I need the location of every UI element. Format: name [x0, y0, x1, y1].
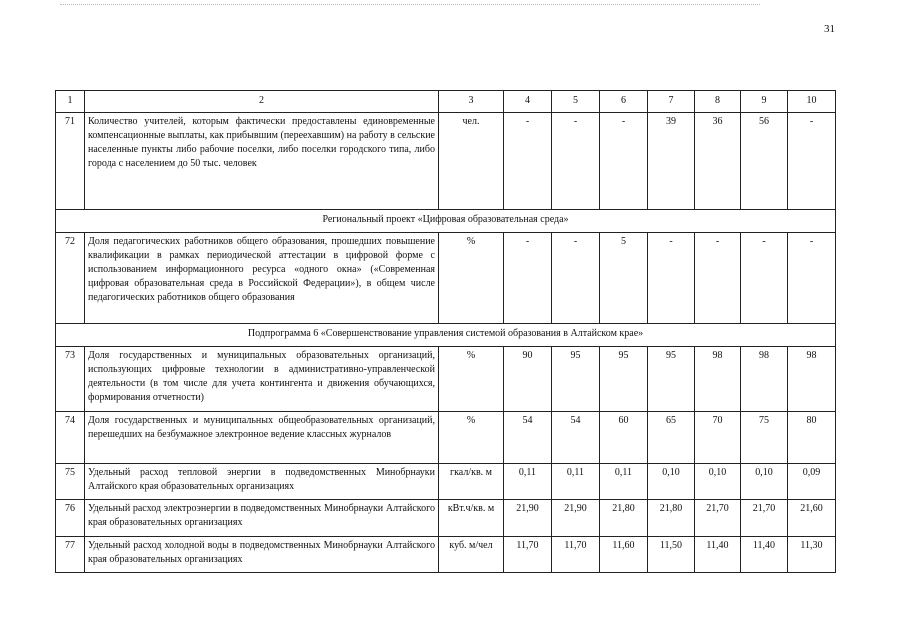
value-cell: -	[600, 113, 648, 210]
value-cell: 5	[600, 233, 648, 324]
value-cell: 56	[741, 113, 788, 210]
section-row	[56, 210, 836, 233]
value-cell: 75	[741, 412, 788, 464]
value-cell: 0,11	[504, 464, 552, 500]
table-row	[56, 233, 836, 324]
value-cell: -	[648, 233, 695, 324]
value-cell: 21,80	[600, 500, 648, 537]
value-cell: 0,11	[600, 464, 648, 500]
value-cell: 21,90	[552, 500, 600, 537]
section-title: Региональный проект «Цифровая образовательная среда»	[56, 210, 836, 233]
value-cell: 98	[788, 347, 836, 412]
value-cell: 11,40	[695, 537, 741, 573]
table-row	[56, 113, 836, 210]
indicator-name: Количество учителей, которым фактически предоставлены единовременные компенсационные выплаты, как прибывшим (переехавшим) на работу в сельские населенные пункты либо рабочие поселки, либо поселки городского типа, либо города с населением до 50 тыс. человек	[85, 113, 439, 210]
value-cell: 90	[504, 347, 552, 412]
table-body	[56, 91, 836, 573]
value-cell: 0,10	[695, 464, 741, 500]
row-number: 74	[56, 412, 85, 464]
row-number: 71	[56, 113, 85, 210]
value-cell: 60	[600, 412, 648, 464]
indicator-name: Удельный расход холодной воды в подведомственных Минобрнауки Алтайского края образовательных организациях	[85, 537, 439, 573]
value-cell: 0,11	[552, 464, 600, 500]
value-cell: 11,60	[600, 537, 648, 573]
header-cell: 1	[56, 91, 85, 113]
value-cell: -	[741, 233, 788, 324]
value-cell: -	[504, 233, 552, 324]
value-cell: 21,60	[788, 500, 836, 537]
value-cell: 80	[788, 412, 836, 464]
value-cell: 21,90	[504, 500, 552, 537]
value-cell: -	[788, 113, 836, 210]
scan-artifact-line	[60, 4, 760, 5]
value-cell: 98	[695, 347, 741, 412]
table-row	[56, 347, 836, 412]
indicators-table	[55, 90, 836, 573]
indicator-name: Удельный расход электроэнергии в подведомственных Минобрнауки Алтайского края образовательных организациях	[85, 500, 439, 537]
value-cell: 70	[695, 412, 741, 464]
value-cell: 95	[552, 347, 600, 412]
table-row	[56, 500, 836, 537]
row-number: 73	[56, 347, 85, 412]
value-cell: 54	[552, 412, 600, 464]
row-number: 76	[56, 500, 85, 537]
header-cell: 10	[788, 91, 836, 113]
unit-cell: %	[439, 412, 504, 464]
value-cell: -	[504, 113, 552, 210]
value-cell: 21,70	[695, 500, 741, 537]
indicator-name: Доля государственных и муниципальных образовательных организаций, использующих цифровые технологии в административно-управленческой деятельности (в том числе для учета контингента и движения обучающихся, формирования отчетности)	[85, 347, 439, 412]
value-cell: -	[788, 233, 836, 324]
value-cell: 95	[600, 347, 648, 412]
table-row	[56, 464, 836, 500]
section-row	[56, 324, 836, 347]
row-number: 77	[56, 537, 85, 573]
value-cell: 21,80	[648, 500, 695, 537]
value-cell: -	[552, 233, 600, 324]
value-cell: 11,70	[552, 537, 600, 573]
value-cell: 95	[648, 347, 695, 412]
header-cell: 9	[741, 91, 788, 113]
value-cell: 11,70	[504, 537, 552, 573]
header-cell: 8	[695, 91, 741, 113]
section-title: Подпрограмма 6 «Совершенствование управления системой образования в Алтайском крае»	[56, 324, 836, 347]
value-cell: 11,30	[788, 537, 836, 573]
header-cell: 5	[552, 91, 600, 113]
header-cell: 2	[85, 91, 439, 113]
table-row	[56, 412, 836, 464]
unit-cell: кВт.ч/кв. м	[439, 500, 504, 537]
header-cell: 4	[504, 91, 552, 113]
indicator-name: Удельный расход тепловой энергии в подведомственных Минобрнауки Алтайского края образовательных организациях	[85, 464, 439, 500]
value-cell: 98	[741, 347, 788, 412]
value-cell: 21,70	[741, 500, 788, 537]
unit-cell: куб. м/чел	[439, 537, 504, 573]
table-row	[56, 537, 836, 573]
value-cell: 11,40	[741, 537, 788, 573]
header-cell: 3	[439, 91, 504, 113]
header-cell: 6	[600, 91, 648, 113]
value-cell: 0,10	[741, 464, 788, 500]
value-cell: 54	[504, 412, 552, 464]
unit-cell: гкал/кв. м	[439, 464, 504, 500]
indicator-name: Доля государственных и муниципальных общеобразовательных организаций, перешедших на безбумажное электронное ведение классных журналов	[85, 412, 439, 464]
unit-cell: %	[439, 233, 504, 324]
value-cell: 36	[695, 113, 741, 210]
value-cell: 0,09	[788, 464, 836, 500]
indicator-name: Доля педагогических работников общего образования, прошедших повышение квалификации в рамках периодической аттестации в цифровой форме с использованием информационного ресурса «одного окна» («Современная цифровая образовательная среда в Российской Федерации»), в общем числе педагогических работников общего образования	[85, 233, 439, 324]
table-header-row	[56, 91, 836, 113]
row-number: 75	[56, 464, 85, 500]
value-cell: 39	[648, 113, 695, 210]
value-cell: -	[552, 113, 600, 210]
page-number: 31	[824, 23, 835, 35]
value-cell: 11,50	[648, 537, 695, 573]
header-cell: 7	[648, 91, 695, 113]
unit-cell: %	[439, 347, 504, 412]
unit-cell: чел.	[439, 113, 504, 210]
value-cell: 65	[648, 412, 695, 464]
value-cell: -	[695, 233, 741, 324]
row-number: 72	[56, 233, 85, 324]
value-cell: 0,10	[648, 464, 695, 500]
